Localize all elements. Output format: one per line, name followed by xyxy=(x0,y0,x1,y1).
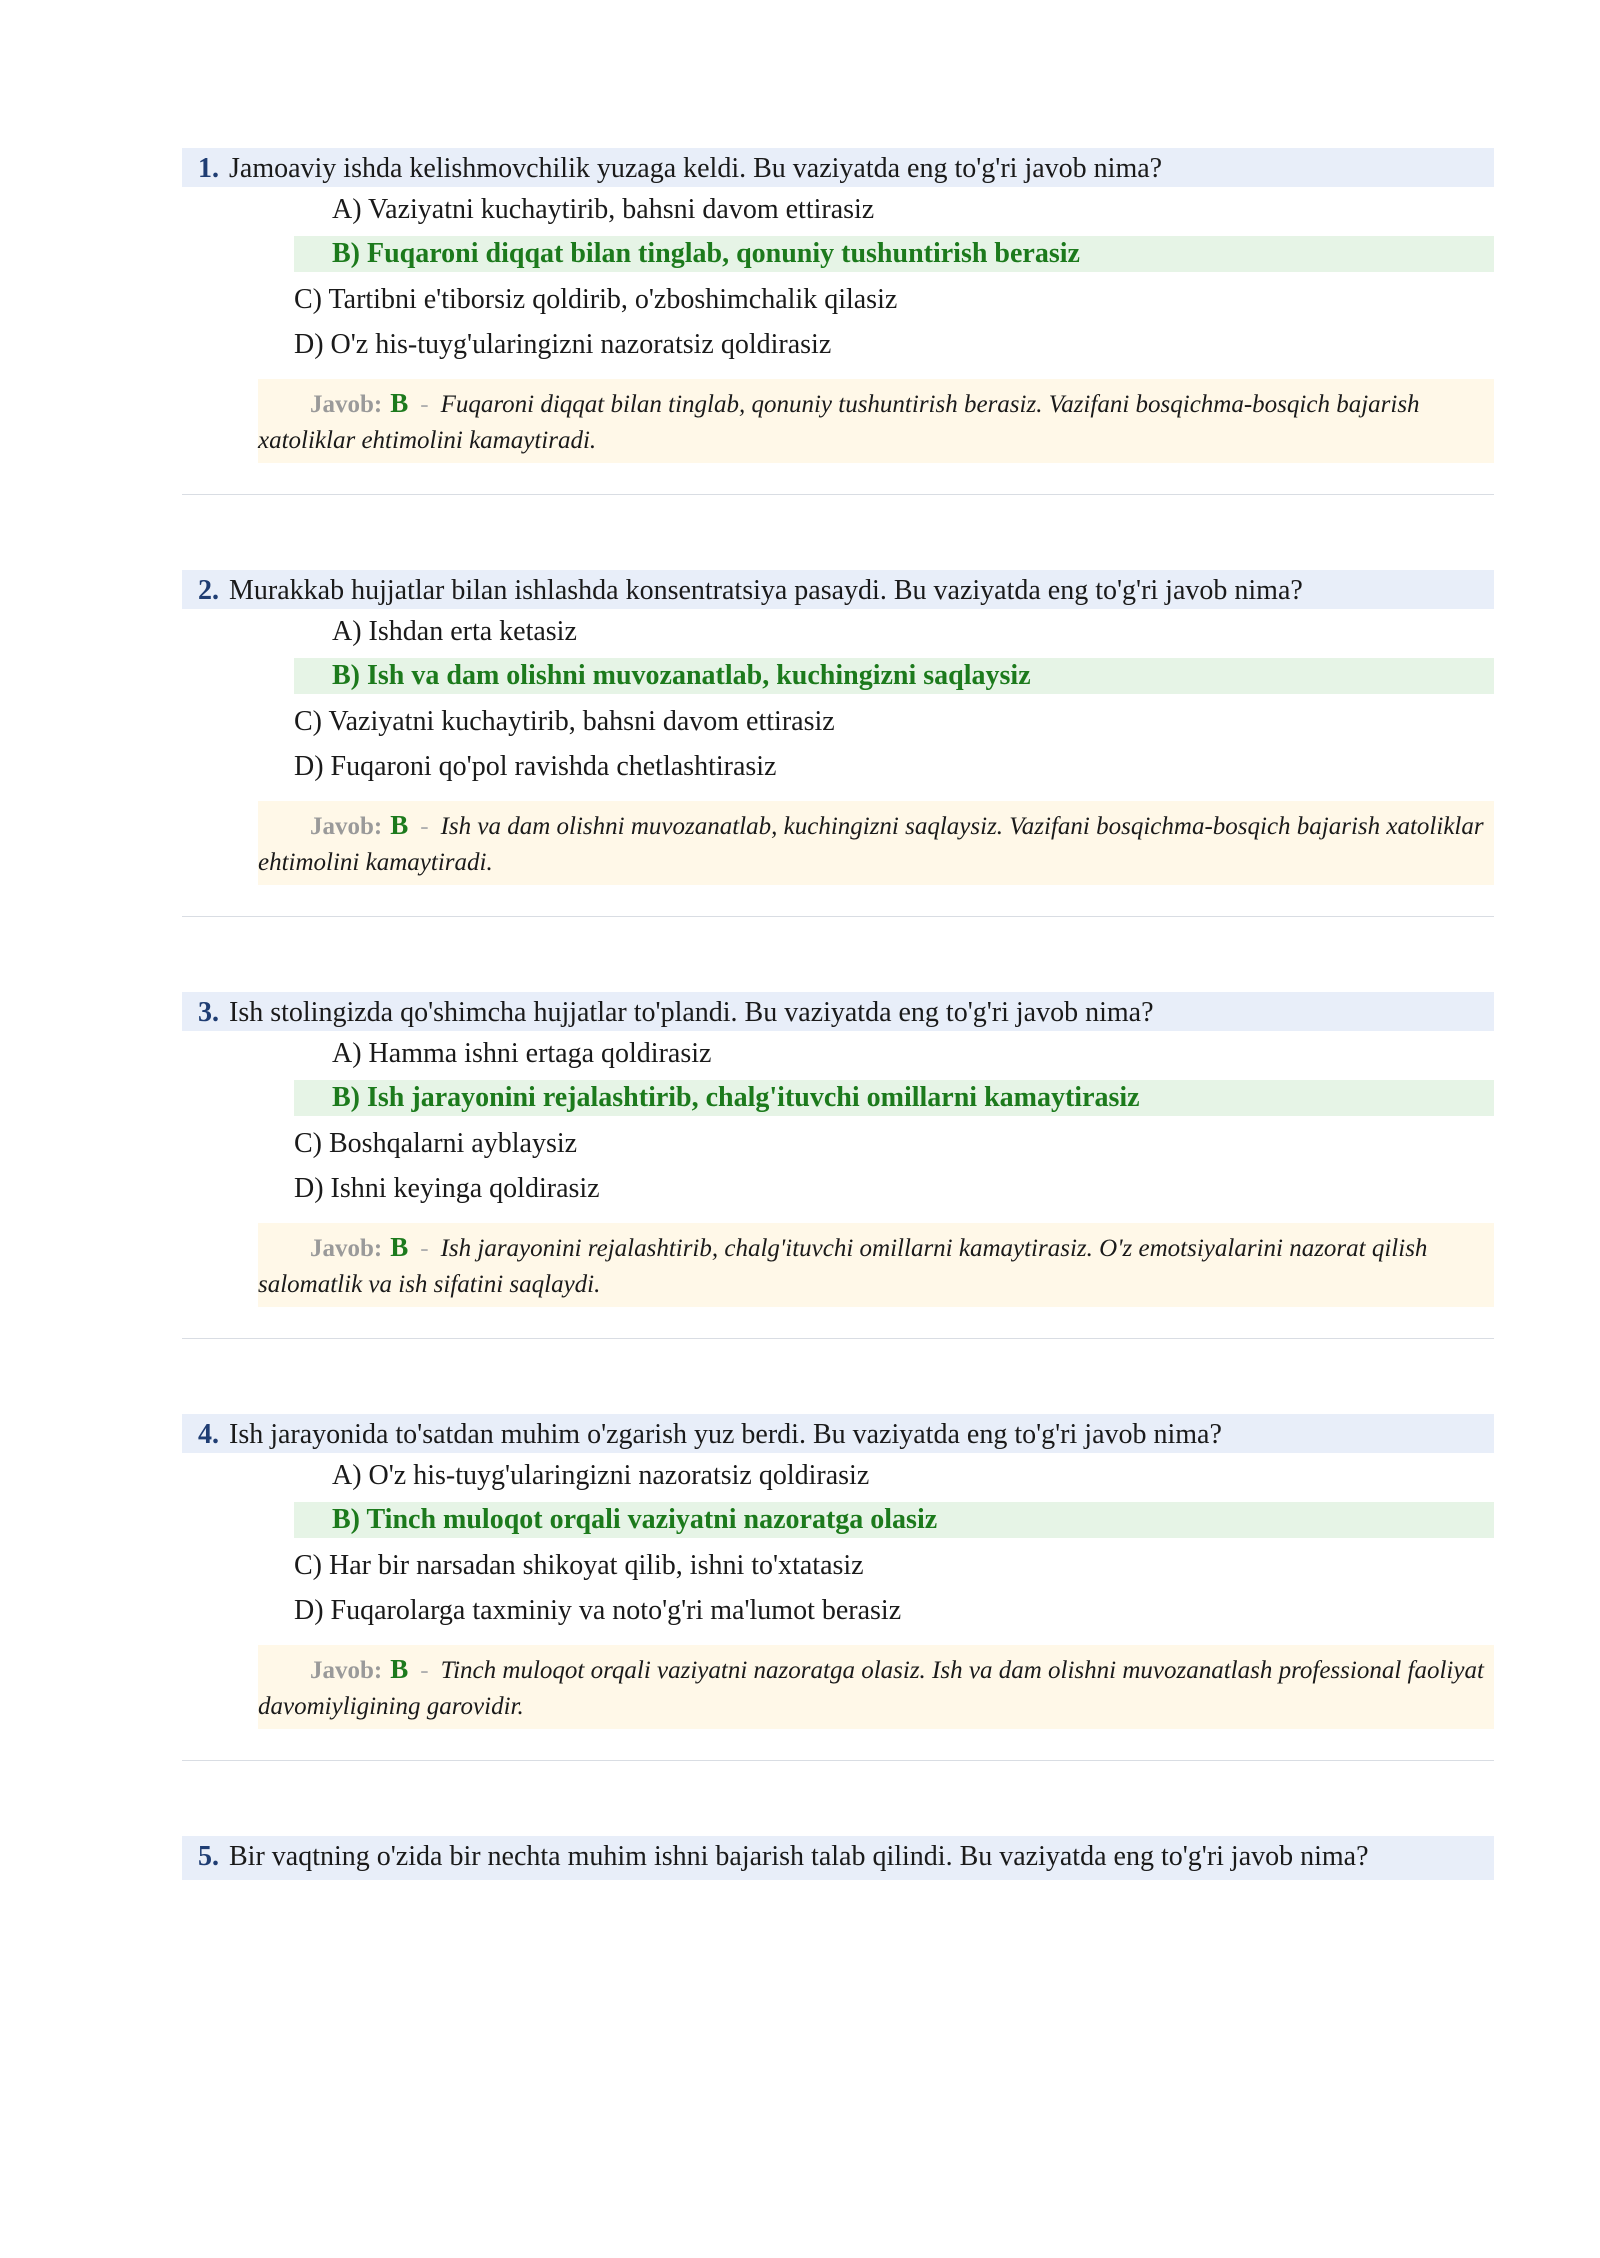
option-b-correct: B) Tinch muloqot orqali vaziyatni nazoratga olasiz xyxy=(294,1502,1494,1538)
answer-dash: - xyxy=(420,1657,429,1684)
answer-box xyxy=(258,1223,1494,1307)
question-header xyxy=(182,570,1494,609)
divider xyxy=(182,1760,1494,1761)
answer-explanation: Ish jarayonini rejalashtirib, chalg'ituvchi omillarni kamaytirasiz. O'z emotsiyalarini nazorat qilish salomatlik va ish sifatini saqlaydi. xyxy=(258,1235,1428,1298)
answer-letter: B xyxy=(390,388,409,418)
answer-letter: B xyxy=(390,810,409,840)
question-4 xyxy=(182,1414,1494,1836)
question-3 xyxy=(182,992,1494,1414)
question-number: 1. xyxy=(198,153,219,184)
question-header xyxy=(182,1414,1494,1453)
answer-box xyxy=(258,801,1494,885)
answer-letter: B xyxy=(390,1232,409,1262)
quiz-page xyxy=(182,148,1494,2258)
question-5 xyxy=(182,1836,1494,2258)
answer-box xyxy=(258,1645,1494,1729)
option-d: D) O'z his-tuyg'ularingizni nazoratsiz qoldirasiz xyxy=(294,329,832,360)
option-c: C) Boshqalarni ayblaysiz xyxy=(294,1128,578,1159)
question-number: 2. xyxy=(198,575,219,606)
option-a: A) Ishdan erta ketasiz xyxy=(332,616,577,647)
answer-dash: - xyxy=(420,1235,429,1262)
option-d: D) Ishni keyinga qoldirasiz xyxy=(294,1173,600,1204)
option-d: D) Fuqaroni qo'pol ravishda chetlashtirasiz xyxy=(294,751,777,782)
question-number: 4. xyxy=(198,1419,219,1450)
option-c: C) Har bir narsadan shikoyat qilib, ishni to'xtatasiz xyxy=(294,1550,864,1581)
option-a: A) Hamma ishni ertaga qoldirasiz xyxy=(332,1038,712,1069)
question-number: 5. xyxy=(198,1841,219,1872)
answer-dash: - xyxy=(420,391,429,418)
option-b-correct: B) Ish jarayonini rejalashtirib, chalg'ituvchi omillarni kamaytirasiz xyxy=(294,1080,1494,1116)
question-text: Ish stolingizda qo'shimcha hujjatlar to'plandi. Bu vaziyatda eng to'g'ri javob nima? xyxy=(229,997,1154,1028)
question-header xyxy=(182,992,1494,1031)
divider xyxy=(182,916,1494,917)
question-text: Murakkab hujjatlar bilan ishlashda konsentratsiya pasaydi. Bu vaziyatda eng to'g'ri javob nima? xyxy=(229,575,1303,606)
answer-label: Javob: xyxy=(310,813,383,840)
question-header xyxy=(182,1836,1494,1880)
answer-letter: B xyxy=(390,1654,409,1684)
question-text: Bir vaqtning o'zida bir nechta muhim ishni bajarish talab qilindi. Bu vaziyatda eng to'g'ri javob nima? xyxy=(229,1841,1369,1872)
option-b-correct: B) Fuqaroni diqqat bilan tinglab, qonuniy tushuntirish berasiz xyxy=(294,236,1494,272)
question-1 xyxy=(182,148,1494,570)
answer-explanation: Tinch muloqot orqali vaziyatni nazoratga olasiz. Ish va dam olishni muvozanatlash professional faoliyat davomiyligining garovidir. xyxy=(258,1657,1484,1720)
answer-dash: - xyxy=(420,813,429,840)
question-2 xyxy=(182,570,1494,992)
answer-label: Javob: xyxy=(310,391,383,418)
divider xyxy=(182,494,1494,495)
question-header xyxy=(182,148,1494,187)
answer-label: Javob: xyxy=(310,1235,383,1262)
answer-explanation: Fuqaroni diqqat bilan tinglab, qonuniy tushuntirish berasiz. Vazifani bosqichma-bosqich bajarish xatoliklar ehtimolini kamaytiradi. xyxy=(258,391,1420,454)
option-c: C) Vaziyatni kuchaytirib, bahsni davom ettirasiz xyxy=(294,706,835,737)
question-text: Jamoaviy ishda kelishmovchilik yuzaga keldi. Bu vaziyatda eng to'g'ri javob nima? xyxy=(229,153,1163,184)
answer-box xyxy=(258,379,1494,463)
option-b-correct: B) Ish va dam olishni muvozanatlab, kuchingizni saqlaysiz xyxy=(294,658,1494,694)
answer-explanation: Ish va dam olishni muvozanatlab, kuchingizni saqlaysiz. Vazifani bosqichma-bosqich bajarish xatoliklar ehtimolini kamaytiradi. xyxy=(258,813,1484,876)
divider xyxy=(182,1338,1494,1339)
option-a: A) O'z his-tuyg'ularingizni nazoratsiz qoldirasiz xyxy=(332,1460,870,1491)
answer-label: Javob: xyxy=(310,1657,383,1684)
option-d: D) Fuqarolarga taxminiy va noto'g'ri ma'lumot berasiz xyxy=(294,1595,902,1626)
question-number: 3. xyxy=(198,997,219,1028)
option-a: A) Vaziyatni kuchaytirib, bahsni davom ettirasiz xyxy=(332,194,875,225)
question-text: Ish jarayonida to'satdan muhim o'zgarish yuz berdi. Bu vaziyatda eng to'g'ri javob nima? xyxy=(229,1419,1222,1450)
option-c: C) Tartibni e'tiborsiz qoldirib, o'zboshimchalik qilasiz xyxy=(294,284,898,315)
